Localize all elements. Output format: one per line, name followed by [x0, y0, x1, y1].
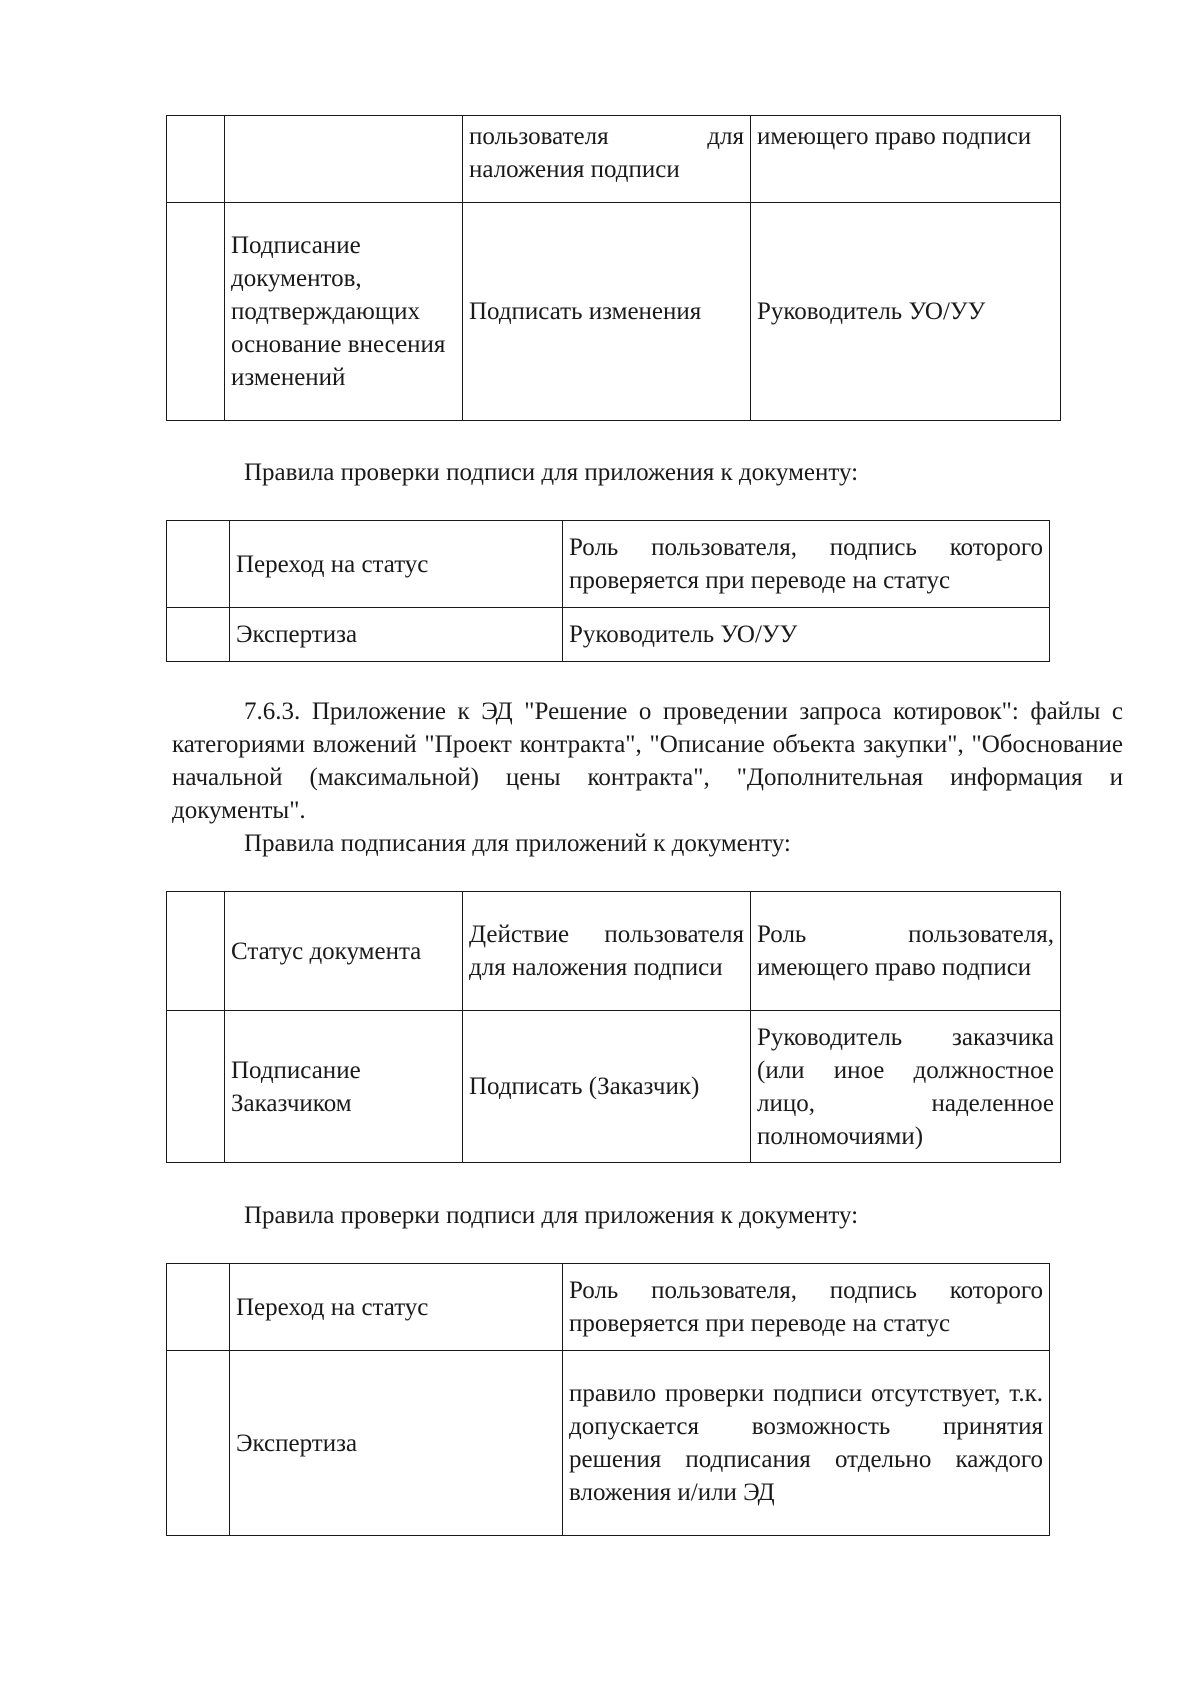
- table-cell: [167, 608, 230, 662]
- table-cell: Подписание Заказчиком: [225, 1011, 463, 1163]
- table-cell: [167, 1351, 230, 1536]
- table-header-cell: Роль пользователя, подпись которого проверяется при переводе на статус: [563, 1264, 1050, 1351]
- section-paragraph: 7.6.3. Приложение к ЭД "Решение о проведении запроса котировок": файлы с категориями вложений "Проект контракта", "Описание объекта закупки", "Обоснование начальной (максимальной) цены контракта", "Дополнительная информация и документы".: [172, 698, 1123, 824]
- table-header-cell: Переход на статус: [230, 521, 563, 608]
- table-header-cell: Переход на статус: [230, 1264, 563, 1351]
- table-header-row: [167, 521, 1050, 608]
- table-header-cell: Статус документа: [225, 892, 463, 1011]
- table-cell: правило проверки подписи отсутствует, т.к. допускается возможность принятия решения подписания отдельно каждого вложения и/или ЭД: [563, 1351, 1050, 1536]
- verification-rules-table: [166, 520, 1050, 662]
- verification-rules-table-2: [166, 1263, 1050, 1536]
- table-header-cell: Роль пользователя, подпись которого проверяется при переводе на статус: [563, 521, 1050, 608]
- table-cell: Экспертиза: [230, 608, 563, 662]
- signing-rules-table: [166, 891, 1061, 1163]
- table-row: [167, 116, 1061, 203]
- table-cell: [167, 1011, 225, 1163]
- verification-rules-caption: Правила проверки подписи для приложения к документу:: [244, 459, 859, 486]
- table-cell: [167, 116, 225, 203]
- table-cell: [167, 203, 225, 421]
- table-cell: [225, 116, 463, 203]
- table-row: [167, 608, 1050, 662]
- table-cell: Подписать (Заказчик): [463, 1011, 751, 1163]
- table-header-cell: [167, 521, 230, 608]
- table-header-row: [167, 1264, 1050, 1351]
- table-header-cell: [167, 892, 225, 1011]
- signing-rules-caption: Правила подписания для приложений к документу:: [244, 830, 791, 857]
- table-header-row: [167, 892, 1061, 1011]
- table-cell: Руководитель УО/УУ: [563, 608, 1050, 662]
- signing-rules-table-continued: [166, 115, 1061, 421]
- table-cell: пользователя для наложения подписи: [463, 116, 751, 203]
- table-header-cell: Роль пользователя, имеющего право подписи: [751, 892, 1061, 1011]
- table-row: [167, 1351, 1050, 1536]
- table-row: [167, 203, 1061, 421]
- table-header-cell: Действие пользователя для наложения подписи: [463, 892, 751, 1011]
- table-cell: Руководитель заказчика (или иное должностное лицо, наделенное полномочиями): [751, 1011, 1061, 1163]
- table-row: [167, 1011, 1061, 1163]
- table-cell: Подписание документов, подтверждающих основание внесения изменений: [225, 203, 463, 421]
- table-cell: Руководитель УО/УУ: [751, 203, 1061, 421]
- table-cell: Экспертиза: [230, 1351, 563, 1536]
- table-cell: Подписать изменения: [463, 203, 751, 421]
- table-cell: имеющего право подписи: [751, 116, 1061, 203]
- verification-rules-caption: Правила проверки подписи для приложения к документу:: [244, 1202, 859, 1229]
- table-header-cell: [167, 1264, 230, 1351]
